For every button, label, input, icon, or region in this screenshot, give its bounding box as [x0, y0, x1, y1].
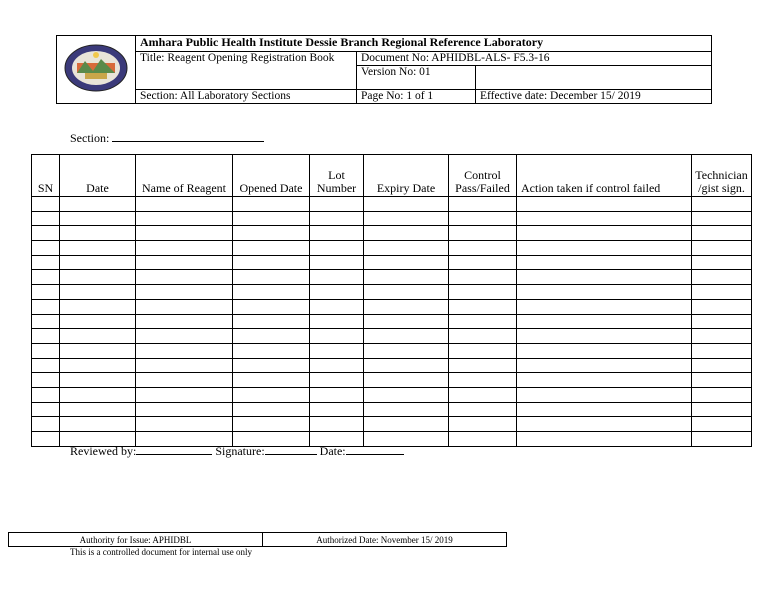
table-cell[interactable] [233, 241, 310, 256]
table-cell[interactable] [364, 373, 449, 388]
table-cell[interactable] [60, 197, 136, 212]
date-label: Date: [319, 444, 346, 458]
table-row [32, 299, 752, 314]
table-cell[interactable] [310, 343, 364, 358]
table-cell[interactable] [32, 211, 60, 226]
table-row [32, 314, 752, 329]
table-cell[interactable] [310, 211, 364, 226]
table-cell[interactable] [136, 285, 233, 300]
table-row [32, 270, 752, 285]
table-row [32, 387, 752, 402]
table-cell[interactable] [310, 373, 364, 388]
section-field [70, 130, 264, 146]
col-opened-date: Opened Date [233, 155, 310, 197]
table-cell[interactable] [449, 255, 517, 270]
table-cell[interactable] [364, 255, 449, 270]
table-cell[interactable] [60, 226, 136, 241]
table-cell[interactable] [136, 358, 233, 373]
table-cell[interactable] [692, 329, 752, 344]
table-cell[interactable] [449, 432, 517, 447]
table-cell[interactable] [233, 329, 310, 344]
table-cell[interactable] [364, 197, 449, 212]
review-line [70, 444, 404, 459]
table-cell[interactable] [60, 417, 136, 432]
table-cell[interactable] [692, 270, 752, 285]
table-cell[interactable] [136, 270, 233, 285]
table-cell[interactable] [449, 343, 517, 358]
table-cell[interactable] [449, 358, 517, 373]
table-cell[interactable] [32, 343, 60, 358]
table-cell[interactable] [517, 358, 692, 373]
table-cell[interactable] [364, 358, 449, 373]
table-row [32, 329, 752, 344]
table-cell[interactable] [310, 358, 364, 373]
table-cell[interactable] [364, 314, 449, 329]
table-cell[interactable] [310, 402, 364, 417]
table-cell[interactable] [136, 329, 233, 344]
table-cell[interactable] [692, 358, 752, 373]
table-cell[interactable] [692, 197, 752, 212]
table-cell[interactable] [692, 255, 752, 270]
table-cell[interactable] [310, 314, 364, 329]
table-cell[interactable] [364, 270, 449, 285]
reviewed-by-blank[interactable] [136, 444, 212, 455]
table-cell[interactable] [60, 387, 136, 402]
table-cell[interactable] [364, 285, 449, 300]
table-cell[interactable] [310, 255, 364, 270]
table-cell[interactable] [449, 387, 517, 402]
table-cell[interactable] [364, 387, 449, 402]
table-row [32, 197, 752, 212]
col-lot-number: Lot Number [310, 155, 364, 197]
effective-date: Effective date: December 15/ 2019 [476, 90, 712, 104]
table-cell[interactable] [233, 285, 310, 300]
table-cell[interactable] [233, 299, 310, 314]
table-cell[interactable] [364, 329, 449, 344]
document-number: Document No: APHIDBL-ALS- F5.3-16 [357, 52, 712, 66]
table-cell[interactable] [233, 402, 310, 417]
table-cell[interactable] [310, 241, 364, 256]
table-row [32, 343, 752, 358]
table-cell[interactable] [364, 226, 449, 241]
table-cell[interactable] [233, 226, 310, 241]
table-cell[interactable] [136, 402, 233, 417]
table-cell[interactable] [517, 197, 692, 212]
table-cell[interactable] [136, 255, 233, 270]
document-title: Title: Reagent Opening Registration Book [136, 52, 357, 90]
table-cell[interactable] [233, 358, 310, 373]
table-cell[interactable] [364, 211, 449, 226]
col-technician: Technician /gist sign. [692, 155, 752, 197]
table-cell[interactable] [136, 211, 233, 226]
table-cell[interactable] [692, 387, 752, 402]
table-cell[interactable] [449, 270, 517, 285]
table-cell[interactable] [517, 417, 692, 432]
table-row [32, 402, 752, 417]
table-cell[interactable] [233, 197, 310, 212]
table-cell[interactable] [310, 329, 364, 344]
table-cell[interactable] [136, 387, 233, 402]
table-cell[interactable] [32, 241, 60, 256]
table-cell[interactable] [233, 211, 310, 226]
table-cell[interactable] [310, 387, 364, 402]
table-cell[interactable] [32, 373, 60, 388]
table-cell[interactable] [364, 417, 449, 432]
table-cell[interactable] [449, 211, 517, 226]
table-cell[interactable] [136, 417, 233, 432]
table-cell[interactable] [60, 314, 136, 329]
table-cell[interactable] [32, 387, 60, 402]
table-cell[interactable] [692, 299, 752, 314]
table-cell[interactable] [449, 241, 517, 256]
table-cell[interactable] [310, 285, 364, 300]
table-cell[interactable] [449, 197, 517, 212]
page-number: Page No: 1 of 1 [357, 90, 476, 104]
table-cell[interactable] [692, 373, 752, 388]
table-cell[interactable] [32, 432, 60, 447]
table-cell[interactable] [449, 285, 517, 300]
table-cell[interactable] [517, 432, 692, 447]
table-cell[interactable] [517, 285, 692, 300]
table-cell[interactable] [449, 226, 517, 241]
table-cell[interactable] [364, 299, 449, 314]
col-action-taken: Action taken if control failed [517, 155, 692, 197]
table-cell[interactable] [449, 417, 517, 432]
table-cell[interactable] [233, 255, 310, 270]
table-cell[interactable] [449, 373, 517, 388]
table-cell[interactable] [60, 241, 136, 256]
table-cell[interactable] [517, 343, 692, 358]
table-cell[interactable] [136, 373, 233, 388]
version-blank [476, 66, 712, 90]
table-cell[interactable] [60, 373, 136, 388]
table-row [32, 226, 752, 241]
table-cell[interactable] [692, 417, 752, 432]
table-cell[interactable] [517, 299, 692, 314]
version-number: Version No: 01 [357, 66, 476, 90]
table-cell[interactable] [233, 373, 310, 388]
table-cell[interactable] [60, 255, 136, 270]
table-cell[interactable] [449, 402, 517, 417]
table-cell[interactable] [517, 387, 692, 402]
table-cell[interactable] [60, 299, 136, 314]
table-row [32, 211, 752, 226]
table-cell[interactable] [233, 387, 310, 402]
reagent-table [31, 154, 752, 447]
table-cell[interactable] [60, 358, 136, 373]
table-cell[interactable] [32, 285, 60, 300]
header-block [56, 35, 712, 104]
table-cell[interactable] [136, 343, 233, 358]
col-reagent-name: Name of Reagent [136, 155, 233, 197]
table-cell[interactable] [517, 241, 692, 256]
table-cell[interactable] [310, 226, 364, 241]
table-cell[interactable] [60, 329, 136, 344]
table-cell[interactable] [364, 343, 449, 358]
table-row [32, 255, 752, 270]
table-row [32, 285, 752, 300]
table-cell[interactable] [136, 226, 233, 241]
table-cell[interactable] [517, 314, 692, 329]
table-cell[interactable] [310, 299, 364, 314]
table-cell[interactable] [364, 402, 449, 417]
table-cell[interactable] [517, 255, 692, 270]
table-cell[interactable] [517, 211, 692, 226]
table-cell[interactable] [233, 314, 310, 329]
table-cell[interactable] [517, 329, 692, 344]
table-cell[interactable] [136, 197, 233, 212]
table-cell[interactable] [517, 226, 692, 241]
table-cell[interactable] [692, 241, 752, 256]
table-cell[interactable] [449, 299, 517, 314]
signature-blank[interactable] [265, 444, 317, 455]
table-cell[interactable] [517, 270, 692, 285]
col-control: Control Pass/Failed [449, 155, 517, 197]
table-cell[interactable] [32, 255, 60, 270]
table-cell[interactable] [60, 211, 136, 226]
table-cell[interactable] [32, 358, 60, 373]
table-cell[interactable] [60, 343, 136, 358]
table-cell[interactable] [60, 285, 136, 300]
table-cell[interactable] [364, 241, 449, 256]
table-cell[interactable] [692, 314, 752, 329]
col-expiry-date: Expiry Date [364, 155, 449, 197]
table-cell[interactable] [692, 226, 752, 241]
table-cell[interactable] [233, 270, 310, 285]
table-cell[interactable] [310, 417, 364, 432]
table-cell[interactable] [692, 285, 752, 300]
table-cell[interactable] [136, 241, 233, 256]
table-cell[interactable] [233, 417, 310, 432]
table-cell[interactable] [692, 343, 752, 358]
logo-cell [57, 36, 136, 104]
table-row [32, 358, 752, 373]
table-cell[interactable] [517, 373, 692, 388]
table-cell[interactable] [32, 417, 60, 432]
table-cell[interactable] [310, 197, 364, 212]
col-sn: SN [32, 155, 60, 197]
reviewed-by-label: Reviewed by: [70, 444, 137, 458]
section-blank[interactable] [112, 130, 264, 142]
controlled-notice: This is a controlled document for internal use only [70, 547, 252, 557]
table-cell[interactable] [233, 343, 310, 358]
table-row [32, 373, 752, 388]
table-cell[interactable] [692, 402, 752, 417]
table-cell[interactable] [32, 197, 60, 212]
table-row [32, 417, 752, 432]
table-cell[interactable] [32, 299, 60, 314]
table-cell[interactable] [517, 402, 692, 417]
table-cell[interactable] [32, 226, 60, 241]
table-cell[interactable] [32, 270, 60, 285]
footer-block [8, 532, 507, 547]
date-blank[interactable] [346, 444, 404, 455]
table-cell[interactable] [32, 329, 60, 344]
col-date: Date [60, 155, 136, 197]
table-header-row [32, 155, 752, 197]
table-cell[interactable] [136, 299, 233, 314]
institute-name: Amhara Public Health Institute Dessie Branch Regional Reference Laboratory [136, 36, 712, 52]
table-cell[interactable] [60, 402, 136, 417]
section-info: Section: All Laboratory Sections [136, 90, 357, 104]
authority-for-issue: Authority for Issue: APHIDBL [9, 533, 263, 547]
section-label: Section: [70, 131, 110, 145]
table-cell[interactable] [60, 270, 136, 285]
signature-label: Signature: [215, 444, 265, 458]
table-cell[interactable] [32, 402, 60, 417]
table-cell[interactable] [449, 329, 517, 344]
table-cell[interactable] [692, 211, 752, 226]
table-cell[interactable] [449, 314, 517, 329]
table-cell[interactable] [310, 270, 364, 285]
table-cell[interactable] [692, 432, 752, 447]
table-row [32, 241, 752, 256]
table-cell[interactable] [32, 314, 60, 329]
authorized-date: Authorized Date: November 15/ 2019 [263, 533, 507, 547]
table-cell[interactable] [136, 314, 233, 329]
institute-logo-icon [63, 43, 129, 93]
